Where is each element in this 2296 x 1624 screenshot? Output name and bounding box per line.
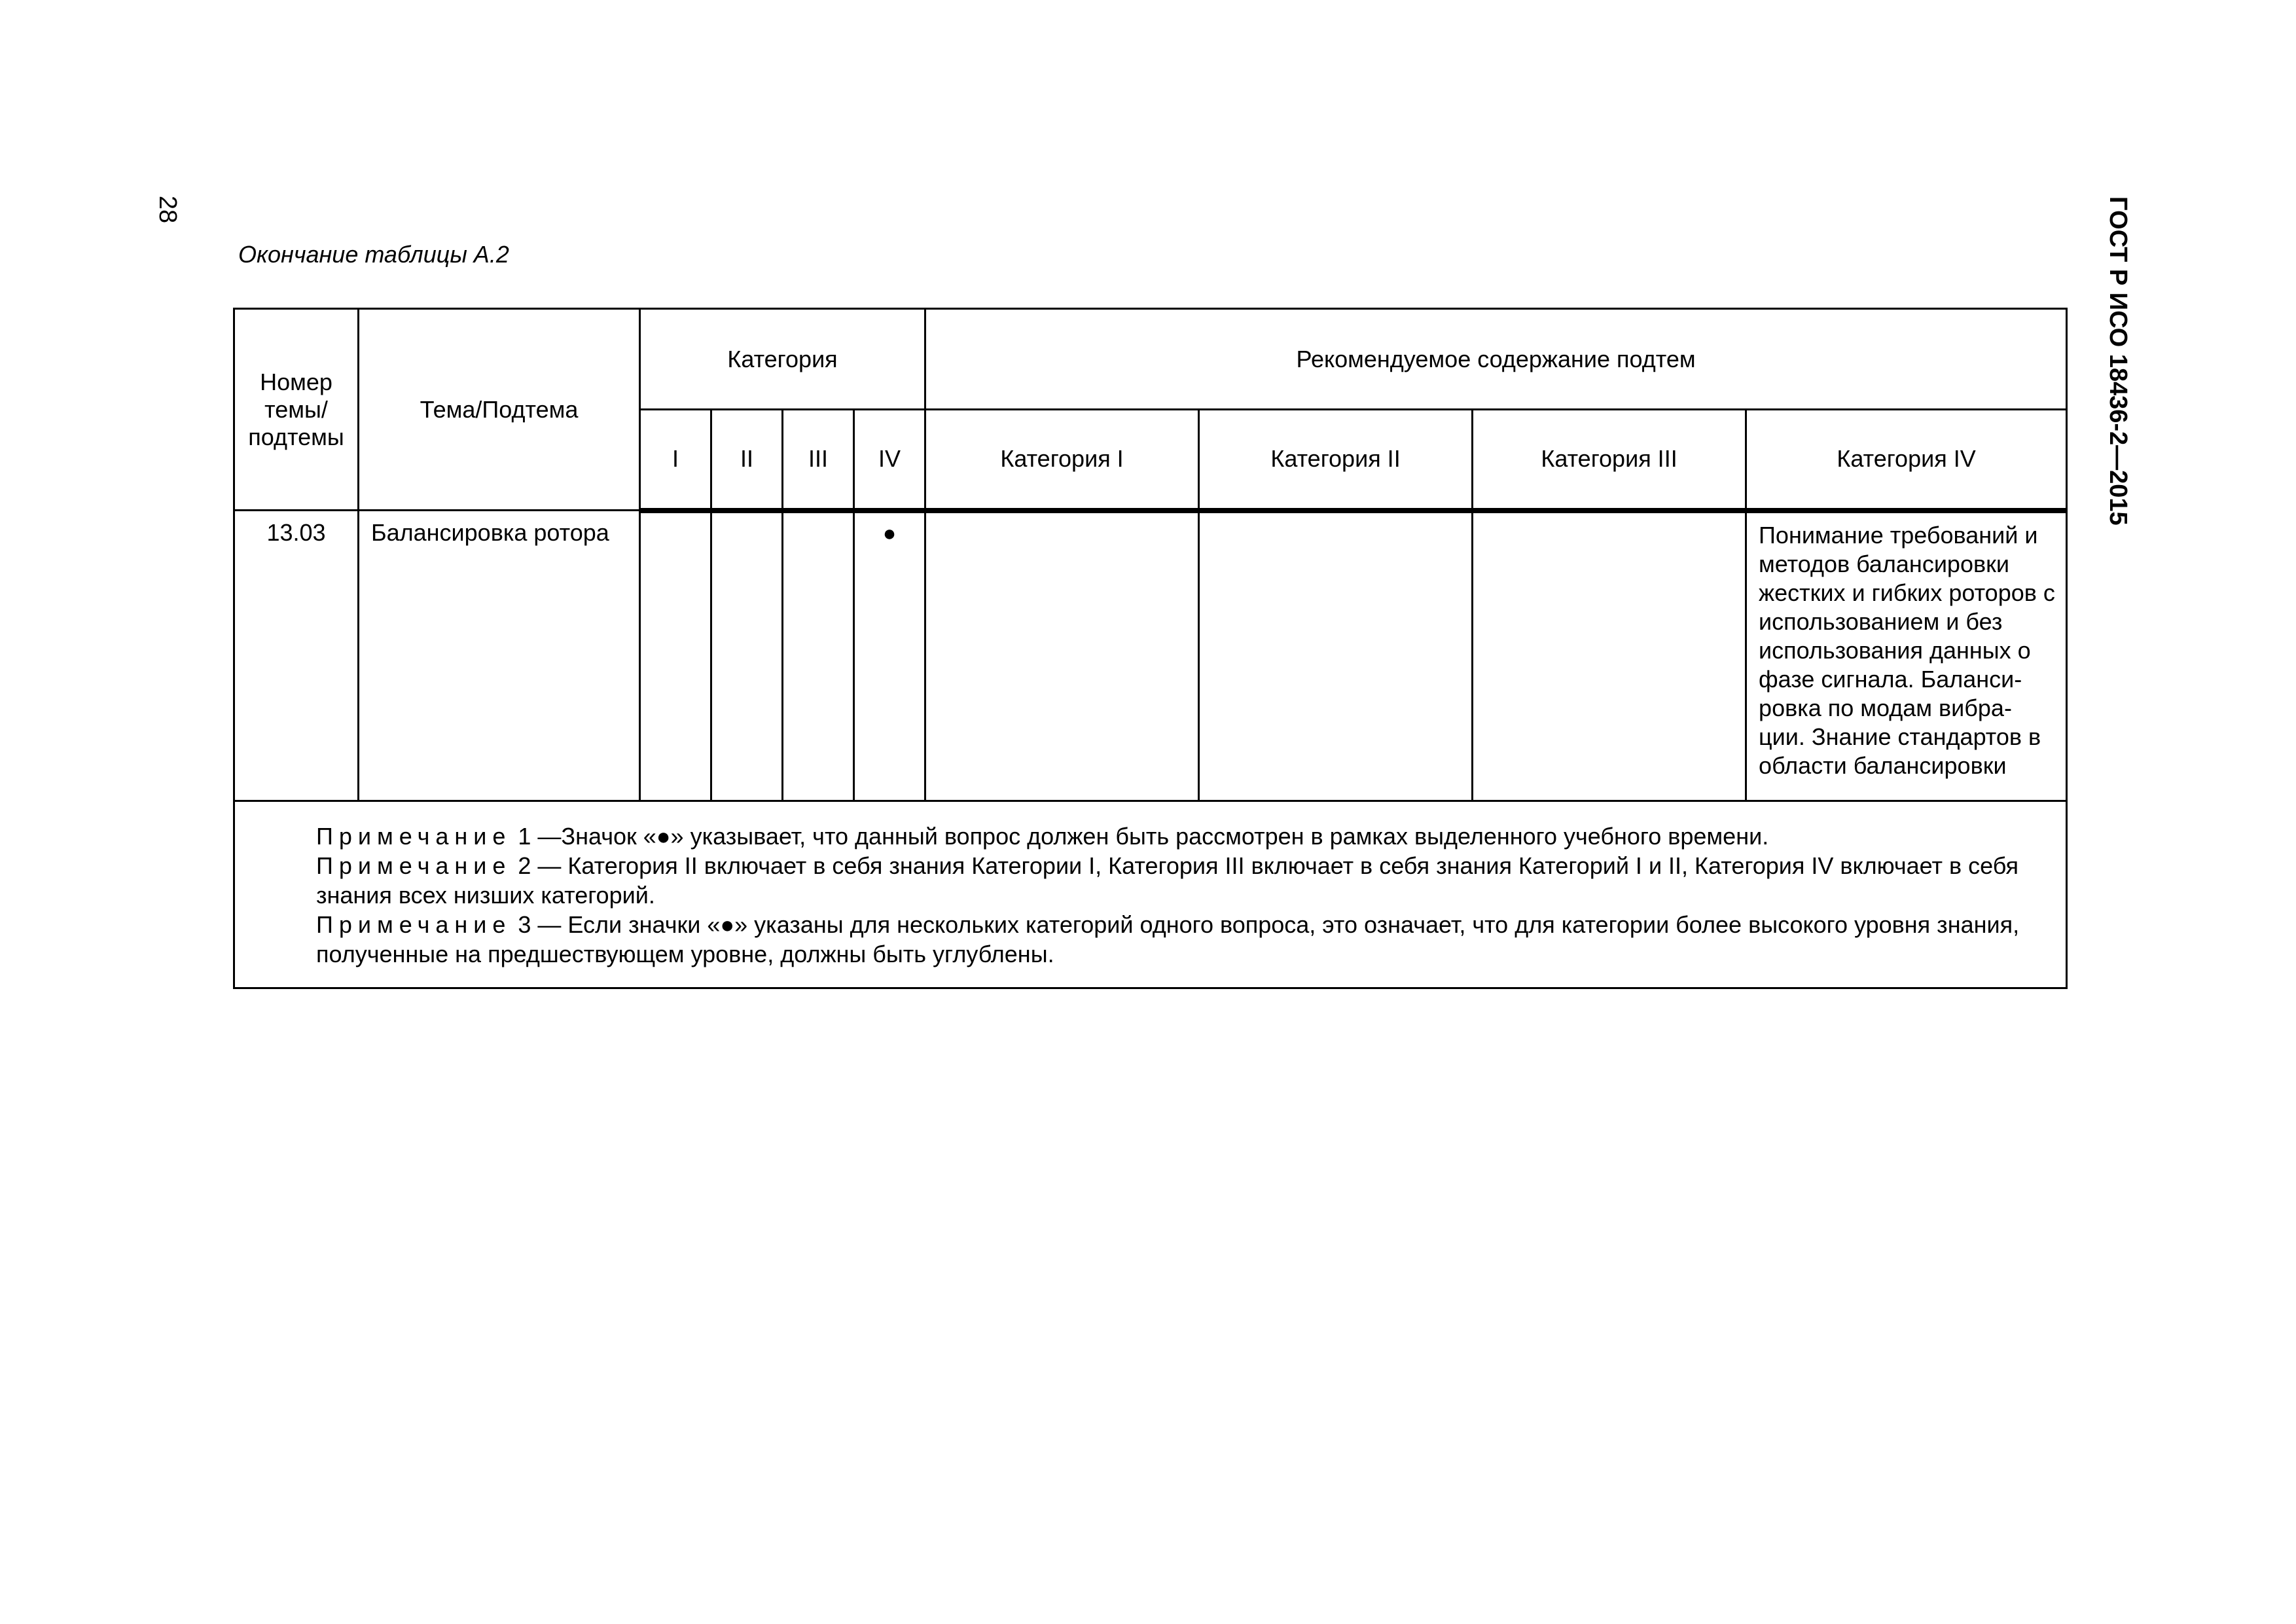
header-category-2: II bbox=[711, 410, 783, 511]
note-1-text: 1 —Значок «●» указывает, что данный вопрос должен быть рассмотрен в рамках выделенного учебного времени. bbox=[511, 823, 1769, 850]
row-mark-category-1 bbox=[640, 511, 711, 801]
table-caption: Окончание таблицы А.2 bbox=[238, 241, 509, 268]
row-content-category-1 bbox=[925, 511, 1199, 801]
note-2-text: 2 — Категория II включает в себя знания Категории I, Категория III включает в себя знания Категорий I и II, Категория IV включает в себя знания всех низших категорий. bbox=[316, 852, 2019, 909]
note-2-label: Примечание bbox=[316, 852, 512, 879]
header-content-category-2: Категория II bbox=[1199, 410, 1473, 511]
header-category-1: I bbox=[640, 410, 711, 511]
header-content-category-3: Категория III bbox=[1473, 410, 1746, 511]
page-number: 28 bbox=[154, 195, 181, 224]
table-notes bbox=[234, 801, 2067, 988]
header-topic bbox=[359, 309, 640, 511]
row-topic: Балансировка ротора bbox=[359, 511, 640, 801]
table-row bbox=[234, 511, 2067, 801]
header-category-3: III bbox=[783, 410, 854, 511]
note-3 bbox=[316, 910, 2046, 969]
topics-table bbox=[233, 308, 2068, 989]
notes-row bbox=[234, 801, 2067, 988]
note-1 bbox=[316, 821, 2046, 851]
note-2 bbox=[316, 851, 2046, 910]
row-content-category-4: Понимание требований и методов балансировки жестких и гибких роторов с использованием и без использования данных о фазе сигнала. Баланси-ровка по модам вибра-ции. Знание стандартов в области балансировки bbox=[1746, 511, 2067, 801]
row-mark-category-2 bbox=[711, 511, 783, 801]
note-3-label: Примечание bbox=[316, 911, 512, 938]
header-category-4: IV bbox=[854, 410, 925, 511]
header-category-group-text: Категория bbox=[727, 345, 838, 372]
header-content-category-4: Категория IV bbox=[1746, 410, 2067, 511]
row-number: 13.03 bbox=[234, 511, 359, 801]
row-content-category-3 bbox=[1473, 511, 1746, 801]
header-content-category-1: Категория I bbox=[925, 410, 1199, 511]
header-number-text: Номер темы/ подтемы bbox=[248, 368, 344, 450]
header-content-group bbox=[925, 309, 2067, 410]
document-code: ГОСТ Р ИСО 18436-2—2015 bbox=[2104, 196, 2132, 526]
header-number bbox=[234, 309, 359, 511]
header-content-group-text: Рекомендуемое содержание подтем bbox=[1296, 345, 1696, 372]
header-category-group bbox=[640, 309, 925, 410]
note-3-text: 3 — Если значки «●» указаны для нескольких категорий одного вопроса, это означает, что для категории более высокого уровня знания, полученные на предшествующем уровне, должны быть углублены. bbox=[316, 911, 2020, 967]
row-content-category-2 bbox=[1199, 511, 1473, 801]
row-mark-category-4: ● bbox=[854, 511, 925, 801]
note-1-label: Примечание bbox=[316, 823, 512, 850]
header-topic-text: Тема/Подтема bbox=[420, 395, 579, 423]
row-mark-category-3 bbox=[783, 511, 854, 801]
